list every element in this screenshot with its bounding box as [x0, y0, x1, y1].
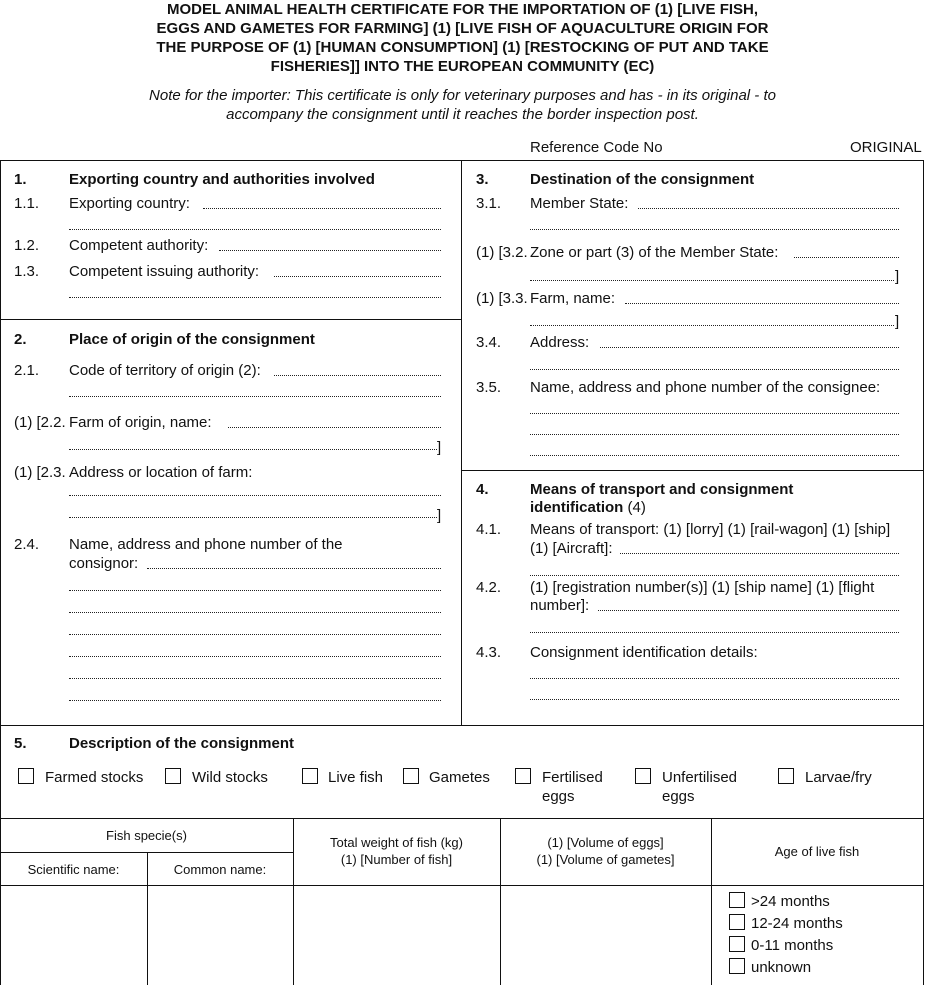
title-line: EGGS AND GAMETES FOR FARMING] (1) [LIVE FISH OF AQUACULTURE ORIGIN FOR: [156, 20, 769, 37]
field-2-4-input-line[interactable]: [69, 633, 441, 635]
section-4-number: 4.: [476, 481, 489, 498]
table-header-weight: Total weight of fish (kg): [330, 835, 463, 850]
field-1-2-label: Competent authority:: [69, 237, 209, 254]
table-top: [0, 818, 924, 819]
field-4-1-number: 4.1.: [476, 521, 502, 538]
checkbox-age-0-11[interactable]: [729, 936, 745, 952]
field-1-2-number: 1.2.: [14, 237, 40, 254]
table-header-common-name: Common name:: [173, 862, 267, 877]
checkbox-age-unknown-label: unknown: [751, 959, 812, 976]
field-2-4-input-line[interactable]: [69, 677, 441, 679]
field-2-4-input-line[interactable]: [69, 589, 441, 591]
checkbox-farmed-stocks-label: Farmed stocks: [45, 769, 144, 786]
section-4-heading-line2: [530, 499, 646, 517]
checkbox-live-fish[interactable]: [302, 768, 318, 784]
field-4-2-input[interactable]: [598, 609, 899, 611]
field-2-3-label: Address or location of farm:: [69, 464, 253, 481]
certificate-title: [0, 0, 925, 76]
section-divider-5: [0, 725, 924, 726]
field-3-5-number: 3.5.: [476, 379, 502, 396]
checkbox-wild-stocks[interactable]: [165, 768, 181, 784]
field-3-3-number: (1) [3.3.: [476, 290, 528, 307]
weight-cell[interactable]: [295, 887, 499, 983]
frame-top: [0, 160, 924, 161]
field-4-1-input-line2[interactable]: [530, 574, 899, 576]
field-3-5-label: Name, address and phone number of the consignee:: [530, 379, 881, 396]
field-3-5-input-line[interactable]: [530, 454, 899, 456]
table-header-bottom: [0, 885, 924, 886]
checkbox-gametes[interactable]: [403, 768, 419, 784]
field-3-1-input[interactable]: [638, 207, 899, 209]
section-1-number: 1.: [14, 171, 27, 188]
field-1-3-input[interactable]: [274, 275, 441, 277]
field-1-3-label: Competent issuing authority:: [69, 263, 260, 280]
common-name-cell[interactable]: [149, 887, 292, 983]
field-2-3-input[interactable]: [69, 494, 441, 496]
field-2-3-input-line2[interactable]: [69, 516, 437, 518]
field-2-3-number: (1) [2.3.: [14, 464, 66, 481]
section-3-heading: Destination of the consignment: [530, 171, 755, 188]
scientific-name-cell[interactable]: [2, 887, 146, 983]
checkbox-age-0-11-label: 0-11 months: [751, 937, 834, 954]
field-1-1-input-line2[interactable]: [69, 228, 441, 230]
section-5-heading: Description of the consignment: [69, 735, 295, 752]
field-3-3-input-line2[interactable]: [530, 324, 894, 326]
field-4-1-label-line2: (1) [Aircraft]:: [530, 540, 613, 557]
column-divider: [461, 160, 462, 725]
section-divider-3-4: [461, 470, 924, 471]
field-1-2-input[interactable]: [219, 249, 441, 251]
note-line: Note for the importer: This certificate is only for veterinary purposes and has - in its original - to: [149, 87, 776, 104]
table-header-scientific-name: Scientific name:: [27, 862, 120, 877]
section-4-note-ref: (4): [627, 499, 646, 516]
section-4-heading: Means of transport and consignment: [530, 481, 794, 498]
field-3-2-label: Zone or part (3) of the Member State:: [530, 244, 779, 261]
importer-note: [0, 86, 925, 124]
field-2-4-number: 2.4.: [14, 536, 40, 553]
checkbox-wild-stocks-label: Wild stocks: [192, 769, 268, 786]
checkbox-unfertilised-eggs-label-line2: eggs: [662, 788, 695, 805]
field-3-4-input[interactable]: [600, 346, 899, 348]
field-3-1-label: Member State:: [530, 195, 629, 212]
section-2-number: 2.: [14, 331, 27, 348]
section-5-number: 5.: [14, 735, 27, 752]
checkbox-age-over-24-label: >24 months: [751, 893, 830, 910]
section-1-heading: Exporting country and authorities involved: [69, 171, 375, 188]
field-2-2-input[interactable]: [228, 426, 441, 428]
table-header-age: Age of live fish: [774, 844, 860, 859]
original-label: ORIGINAL: [850, 139, 922, 156]
field-4-2-label-line2: number]:: [530, 597, 590, 614]
checkbox-larvae-fry[interactable]: [778, 768, 794, 784]
field-2-1-input[interactable]: [274, 374, 441, 376]
field-1-3-input-line2[interactable]: [69, 296, 441, 298]
table-header-fish-species: Fish specie(s): [106, 828, 187, 843]
title-line: THE PURPOSE OF (1) [HUMAN CONSUMPTION] (1) [RESTOCKING OF PUT AND TAKE: [156, 39, 769, 56]
checkbox-age-12-24[interactable]: [729, 914, 745, 930]
note-line: accompany the consignment until it reaches the border inspection post.: [226, 106, 699, 123]
field-3-5-input-line[interactable]: [530, 433, 899, 435]
field-2-1-label: Code of territory of origin (2):: [69, 362, 261, 379]
field-4-3-input-line[interactable]: [530, 698, 899, 700]
field-2-4-input-line[interactable]: [69, 699, 441, 701]
field-2-2-number: (1) [2.2.: [14, 414, 66, 431]
checkbox-fertilised-eggs-label: Fertilised: [542, 769, 603, 786]
field-2-1-input-line2[interactable]: [69, 395, 441, 397]
table-header-volume-eggs: (1) [Volume of eggs]: [547, 835, 664, 850]
field-4-2-number: 4.2.: [476, 579, 502, 596]
field-2-4-input-line[interactable]: [69, 655, 441, 657]
field-1-1-number: 1.1.: [14, 195, 40, 212]
field-2-4-label-line2: consignor:: [69, 555, 139, 572]
bracket-close: ]: [895, 313, 900, 330]
field-4-1-label: Means of transport: (1) [lorry] (1) [rail-wagon] (1) [ship]: [530, 521, 891, 538]
checkbox-age-over-24[interactable]: [729, 892, 745, 908]
field-1-1-input[interactable]: [203, 207, 441, 209]
field-4-2-label: (1) [registration number(s)] (1) [ship name] (1) [flight: [530, 579, 875, 596]
field-3-3-input[interactable]: [625, 302, 899, 304]
field-1-3-number: 1.3.: [14, 263, 40, 280]
field-3-1-number: 3.1.: [476, 195, 502, 212]
field-2-2-input-line2[interactable]: [69, 448, 437, 450]
bracket-close: ]: [437, 439, 442, 456]
title-line: MODEL ANIMAL HEALTH CERTIFICATE FOR THE IMPORTATION OF (1) [LIVE FISH,: [166, 1, 759, 18]
volume-cell[interactable]: [502, 887, 710, 983]
table-header-volume-gametes: (1) [Volume of gametes]: [536, 852, 675, 867]
checkbox-fertilised-eggs[interactable]: [515, 768, 531, 784]
checkbox-live-fish-label: Live fish: [328, 769, 384, 786]
field-3-2-input-line2[interactable]: [530, 279, 894, 281]
field-3-2-input[interactable]: [794, 256, 899, 258]
field-2-4-input[interactable]: [147, 567, 441, 569]
bracket-close: ]: [437, 507, 442, 524]
field-2-4-input-line[interactable]: [69, 611, 441, 613]
field-3-4-label: Address:: [530, 334, 590, 351]
field-3-4-input-line2[interactable]: [530, 368, 899, 370]
field-4-3-number: 4.3.: [476, 644, 502, 661]
checkbox-age-12-24-label: 12-24 months: [751, 915, 843, 932]
field-3-2-number: (1) [3.2.: [476, 244, 528, 261]
checkbox-fertilised-eggs-label-line2: eggs: [542, 788, 575, 805]
field-4-3-label: Consignment identification details:: [530, 644, 758, 661]
checkbox-unfertilised-eggs-label: Unfertilised: [662, 769, 738, 786]
reference-code-label: Reference Code No: [530, 139, 663, 156]
checkbox-gametes-label: Gametes: [429, 769, 490, 786]
bracket-close: ]: [895, 268, 900, 285]
checkbox-unfertilised-eggs[interactable]: [635, 768, 651, 784]
field-1-1-label: Exporting country:: [69, 195, 190, 212]
section-2-heading: Place of origin of the consignment: [69, 331, 315, 348]
field-2-4-label: Name, address and phone number of the: [69, 536, 343, 553]
field-3-5-input-line[interactable]: [530, 412, 899, 414]
field-3-1-input-line2[interactable]: [530, 228, 899, 230]
field-2-2-label: Farm of origin, name:: [69, 414, 212, 431]
section-4-heading-text: identification: [530, 499, 624, 516]
checkbox-age-unknown[interactable]: [729, 958, 745, 974]
checkbox-farmed-stocks[interactable]: [18, 768, 34, 784]
title-line: FISHERIES]] INTO THE EUROPEAN COMMUNITY (EC): [270, 58, 655, 75]
field-4-3-input-line[interactable]: [530, 677, 899, 679]
field-4-1-input[interactable]: [620, 552, 899, 554]
checkbox-larvae-fry-label: Larvae/fry: [805, 769, 872, 786]
section-3-number: 3.: [476, 171, 489, 188]
field-3-3-label: Farm, name:: [530, 290, 616, 307]
field-4-2-input-line2[interactable]: [530, 631, 899, 633]
table-header-number-of-fish: (1) [Number of fish]: [340, 852, 453, 867]
field-3-4-number: 3.4.: [476, 334, 502, 351]
field-2-1-number: 2.1.: [14, 362, 40, 379]
frame-right: [923, 160, 924, 985]
section-divider-1-2: [0, 319, 462, 320]
